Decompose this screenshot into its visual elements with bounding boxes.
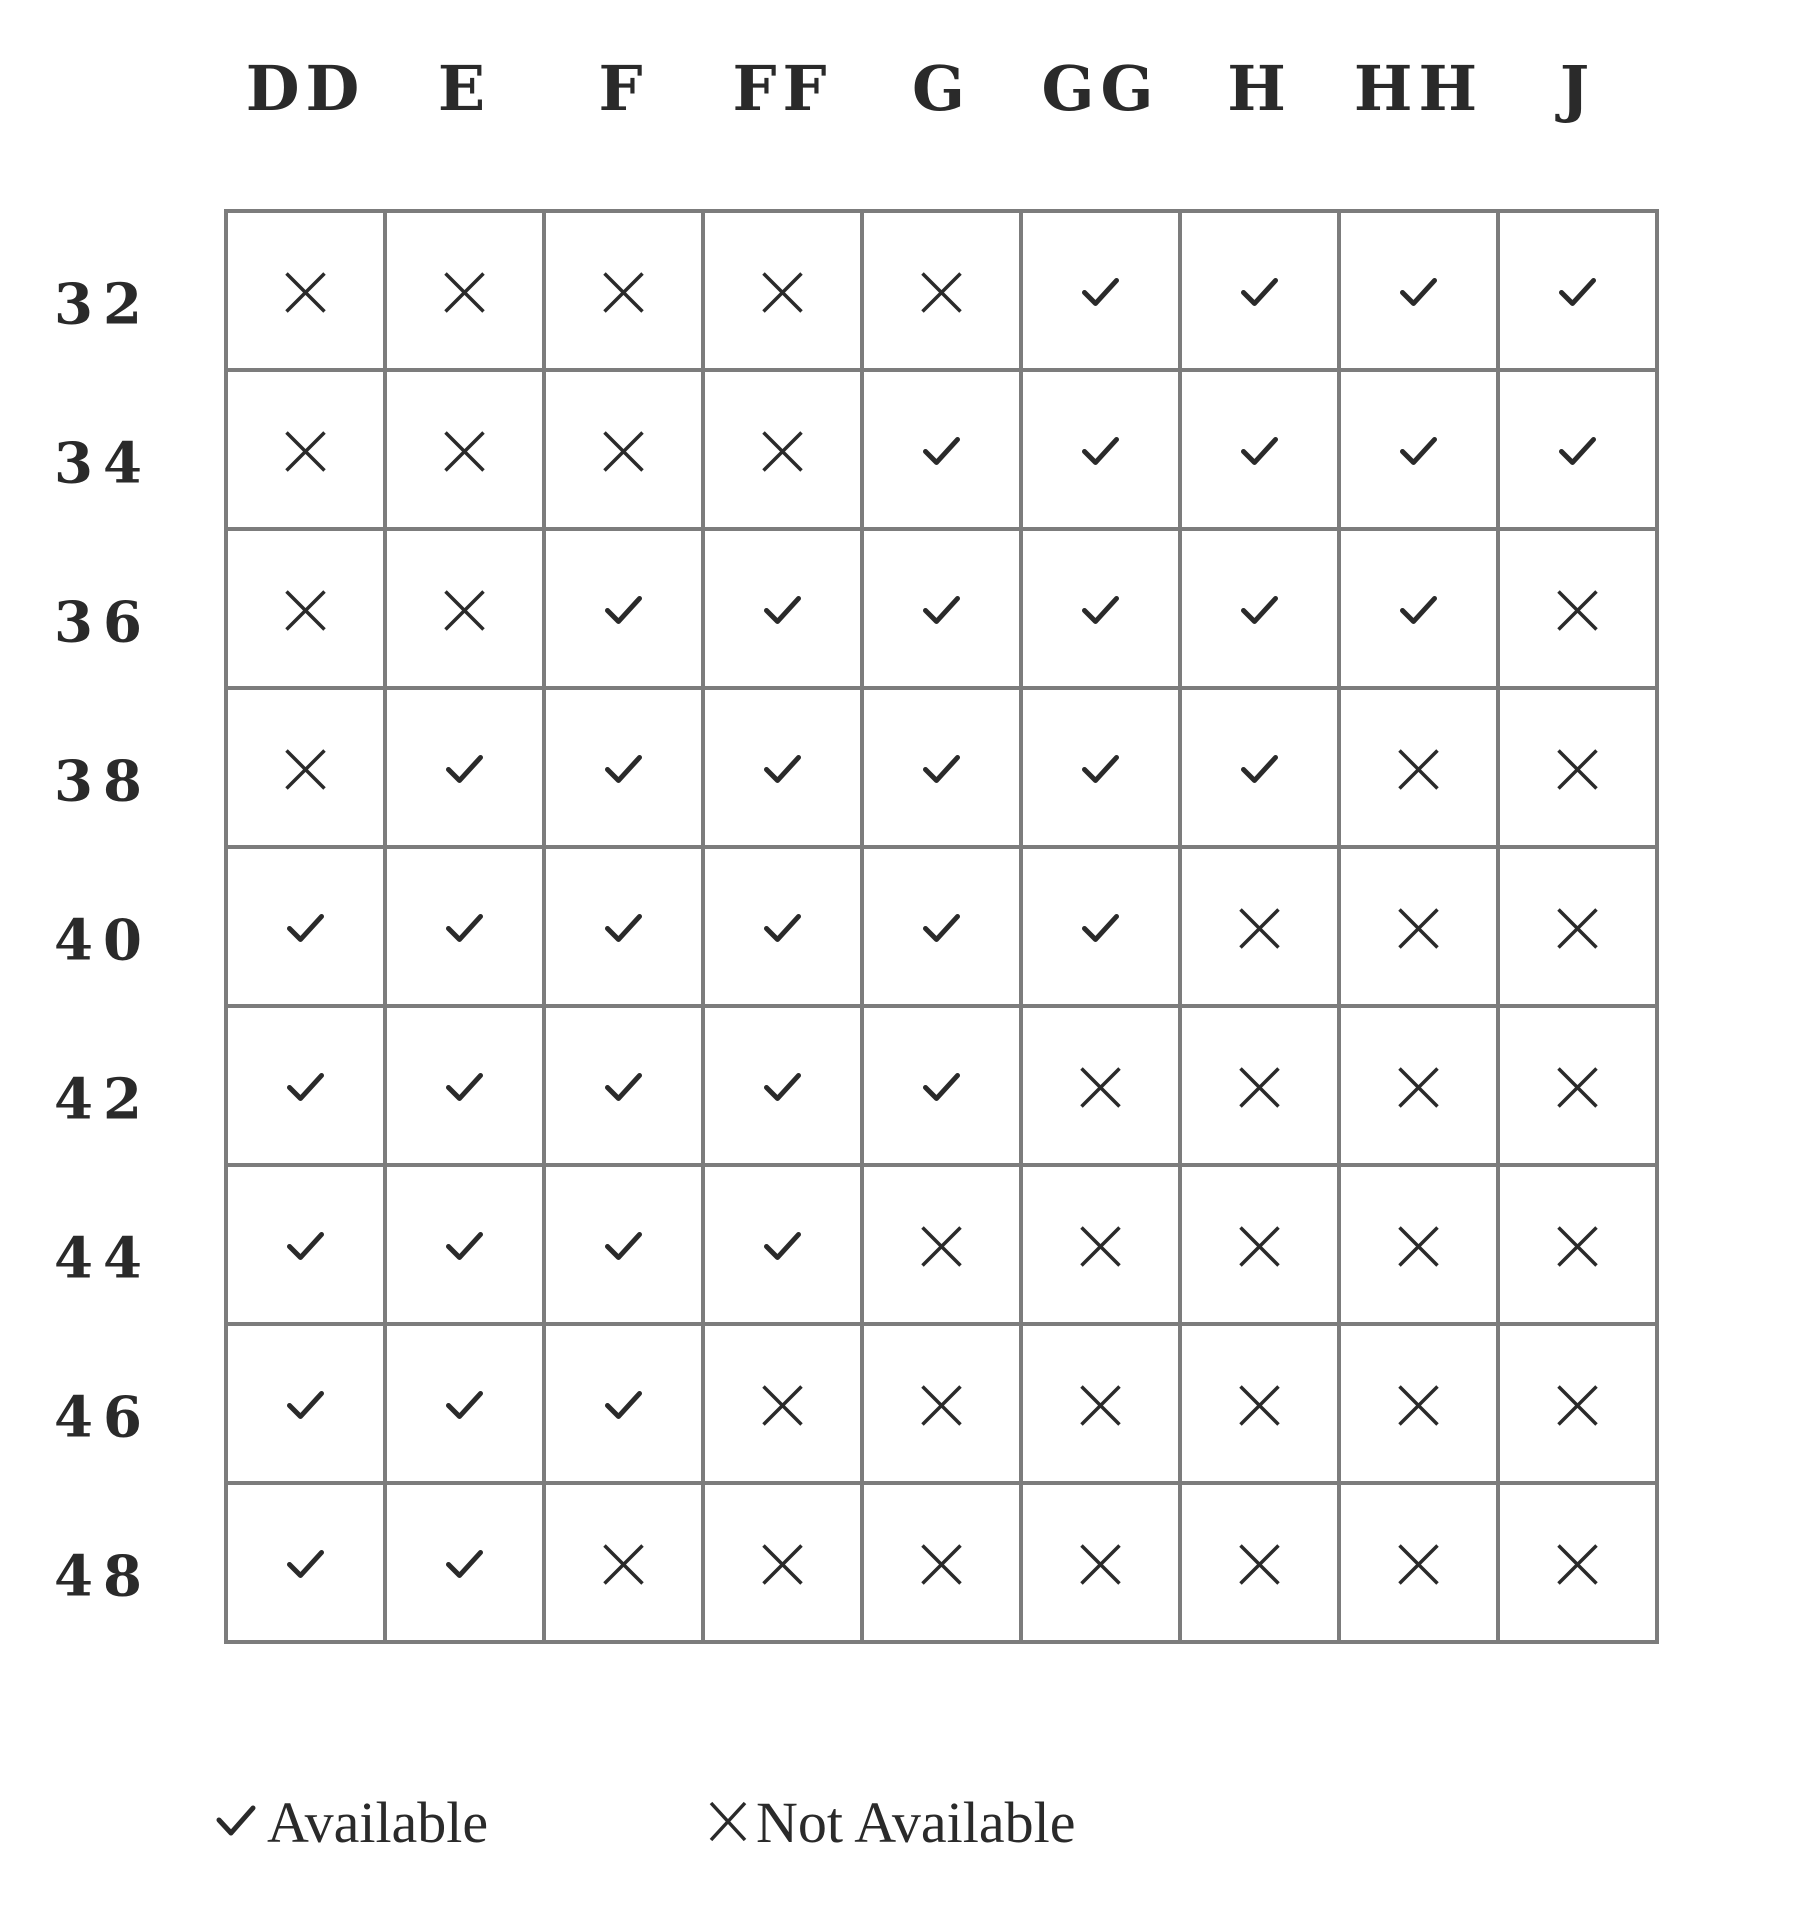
cross-icon bbox=[1559, 1546, 1597, 1584]
band-size-label: 48 bbox=[54, 1543, 152, 1610]
check-icon bbox=[1085, 281, 1117, 304]
cross-icon bbox=[605, 274, 643, 312]
band-size-label: 40 bbox=[54, 907, 152, 974]
check-icon bbox=[290, 1076, 322, 1099]
check-icon bbox=[926, 1076, 958, 1099]
check-icon bbox=[449, 758, 481, 781]
cross-icon bbox=[764, 433, 802, 471]
band-size-label: 38 bbox=[54, 748, 152, 815]
cross-icon bbox=[1400, 1546, 1438, 1584]
cup-size-header bbox=[246, 52, 1595, 125]
cross-icon bbox=[1559, 1069, 1597, 1107]
check-icon bbox=[1562, 281, 1594, 304]
check-icon bbox=[608, 917, 640, 940]
check-icon bbox=[926, 440, 958, 463]
availability-marks bbox=[287, 274, 1597, 1584]
cross-icon bbox=[1241, 910, 1279, 948]
cross-icon bbox=[923, 1387, 961, 1425]
cross-icon bbox=[287, 751, 325, 789]
check-icon bbox=[1403, 440, 1435, 463]
check-icon bbox=[290, 1553, 322, 1576]
check-icon bbox=[1244, 758, 1276, 781]
cross-icon bbox=[446, 274, 484, 312]
check-icon bbox=[1085, 758, 1117, 781]
cross-icon bbox=[1400, 1228, 1438, 1266]
cup-size-label: J bbox=[1559, 52, 1596, 125]
check-icon bbox=[1085, 599, 1117, 622]
cross-icon bbox=[1082, 1069, 1120, 1107]
check-icon bbox=[767, 1235, 799, 1258]
cross-icon bbox=[605, 433, 643, 471]
cross-icon bbox=[446, 433, 484, 471]
available-legend-label: Available bbox=[267, 1790, 489, 1855]
check-icon bbox=[608, 1076, 640, 1099]
cup-size-label: G bbox=[912, 52, 971, 125]
cup-size-label: FF bbox=[732, 52, 833, 125]
check-icon bbox=[926, 599, 958, 622]
check-icon bbox=[449, 1553, 481, 1576]
check-icon bbox=[1244, 281, 1276, 304]
band-size-column bbox=[54, 272, 152, 1610]
check-icon bbox=[290, 917, 322, 940]
cross-icon bbox=[923, 1228, 961, 1266]
cross-icon bbox=[1241, 1069, 1279, 1107]
cross-icon bbox=[1400, 1069, 1438, 1107]
cup-size-label: H bbox=[1227, 52, 1292, 125]
cross-icon bbox=[764, 1546, 802, 1584]
cross-icon bbox=[287, 592, 325, 630]
check-icon bbox=[608, 1394, 640, 1417]
cross-icon bbox=[287, 433, 325, 471]
cross-icon bbox=[1559, 592, 1597, 630]
cross-icon bbox=[605, 1546, 643, 1584]
band-size-label: 34 bbox=[54, 430, 152, 497]
check-icon bbox=[1562, 440, 1594, 463]
check-icon bbox=[449, 1235, 481, 1258]
check-icon bbox=[1085, 917, 1117, 940]
check-icon bbox=[1403, 281, 1435, 304]
cross-icon bbox=[1559, 751, 1597, 789]
availability-grid bbox=[226, 211, 1657, 1642]
check-icon bbox=[767, 917, 799, 940]
cross-icon bbox=[1559, 1228, 1597, 1266]
grid-border bbox=[226, 211, 1657, 1642]
cross-icon bbox=[764, 274, 802, 312]
check-icon bbox=[290, 1235, 322, 1258]
band-size-label: 32 bbox=[54, 271, 152, 338]
check-icon bbox=[1244, 599, 1276, 622]
band-size-label: 42 bbox=[54, 1066, 152, 1133]
check-icon bbox=[608, 758, 640, 781]
cross-icon bbox=[1400, 910, 1438, 948]
cross-icon bbox=[1241, 1546, 1279, 1584]
band-size-label: 36 bbox=[54, 589, 152, 656]
not-available-legend-label: Not Available bbox=[756, 1790, 1076, 1855]
band-size-label: 46 bbox=[54, 1384, 152, 1451]
check-icon bbox=[1403, 599, 1435, 622]
check-icon bbox=[449, 1076, 481, 1099]
cup-size-label: HH bbox=[1353, 52, 1484, 125]
cross-icon bbox=[1082, 1228, 1120, 1266]
cross-icon bbox=[1241, 1228, 1279, 1266]
cross-icon bbox=[923, 1546, 961, 1584]
cup-size-label: F bbox=[598, 52, 649, 125]
available-legend-icon bbox=[219, 1808, 253, 1833]
cross-icon bbox=[923, 274, 961, 312]
cup-size-label: E bbox=[437, 52, 492, 125]
cross-icon bbox=[287, 274, 325, 312]
cross-icon bbox=[1241, 1387, 1279, 1425]
band-size-label: 44 bbox=[54, 1225, 152, 1292]
check-icon bbox=[1085, 440, 1117, 463]
cup-size-label: GG bbox=[1041, 52, 1160, 125]
cross-icon bbox=[1400, 751, 1438, 789]
check-icon bbox=[608, 1235, 640, 1258]
legend bbox=[219, 1790, 1075, 1855]
cross-icon bbox=[1559, 910, 1597, 948]
cross-icon bbox=[1559, 1387, 1597, 1425]
check-icon bbox=[767, 758, 799, 781]
check-icon bbox=[926, 758, 958, 781]
cross-icon bbox=[1082, 1546, 1120, 1584]
cross-icon bbox=[446, 592, 484, 630]
cross-icon bbox=[1082, 1387, 1120, 1425]
check-icon bbox=[290, 1394, 322, 1417]
not-available-legend-icon bbox=[711, 1803, 745, 1840]
check-icon bbox=[1244, 440, 1276, 463]
cup-size-label: DD bbox=[245, 52, 366, 125]
check-icon bbox=[926, 917, 958, 940]
check-icon bbox=[608, 599, 640, 622]
cross-icon bbox=[764, 1387, 802, 1425]
check-icon bbox=[767, 1076, 799, 1099]
cross-icon bbox=[1400, 1387, 1438, 1425]
check-icon bbox=[449, 917, 481, 940]
check-icon bbox=[767, 599, 799, 622]
check-icon bbox=[449, 1394, 481, 1417]
